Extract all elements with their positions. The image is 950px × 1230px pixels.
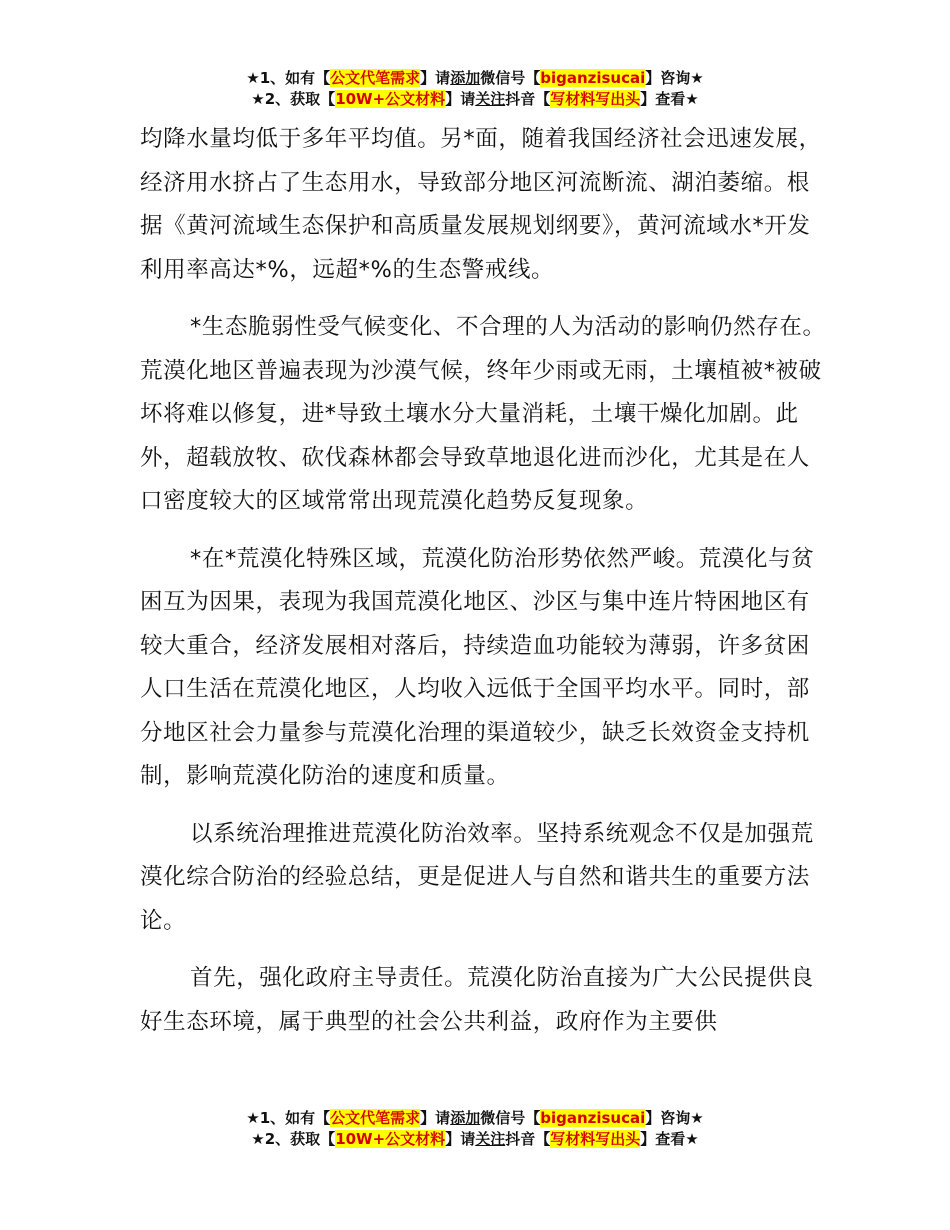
banner-text: 抖音【 [505,90,551,108]
paragraph: *生态脆弱性受气候变化、不合理的人为活动的影响仍然存在。荒漠化地区普遍表现为沙漠气候，终年少雨或无雨，土壤植被*被破坏将难以修复，进*导致土壤水分大量消耗，土壤干燥化加剧。此外，超载放牧、砍伐森林都会导致草地退化进而沙化，尤其是在人口密度较大的区域常常出现荒漠化趋势反复现象。 [140,314,826,514]
highlight-service: 公文代笔需求 [330,69,421,87]
banner-text: ★2、获取【 [251,1130,336,1148]
banner-line-1 [0,68,950,89]
banner-text: 】咨询★ [645,69,704,87]
banner-text: 】请 [420,1109,451,1127]
banner-text: ★1、如有【 [246,1109,331,1127]
banner-text: 微信号【 [480,69,541,87]
banner-text: 】查看★ [640,1130,699,1148]
document-body [140,118,830,1058]
banner-emphasis: 添加 [450,1109,481,1127]
banner-emphasis: 关注 [475,1130,506,1148]
footer-banner [0,1108,950,1150]
banner-line-1 [0,1108,950,1129]
banner-text: ★2、获取【 [251,90,336,108]
banner-text: 】查看★ [640,90,699,108]
banner-emphasis: 添加 [450,69,481,87]
highlight-materials: 10W+公文材料 [335,90,446,108]
banner-line-2 [0,1129,950,1150]
banner-text: 】请 [445,1130,476,1148]
highlight-wechat-id: biganzisucai [540,69,646,87]
banner-text: ★1、如有【 [246,69,331,87]
highlight-materials: 10W+公文材料 [335,1130,446,1148]
paragraph: 均降水量均低于多年平均值。另*面，随着我国经济社会迅速发展，经济用水挤占了生态用水，导致部分地区河流断流、湖泊萎缩。根据《黄河流域生态保护和高质量发展规划纲要》，黄河流域水*开发利用率高达*%，远超*%的生态警戒线。 [140,126,822,283]
highlight-douyin: 写材料写出头 [550,90,641,108]
paragraph: 以系统治理推进荒漠化防治效率。坚持系统观念不仅是加强荒漠化综合防治的经验总结，更是促进人与自然和谐共生的重要方法论。 [140,820,814,934]
highlight-douyin: 写材料写出头 [550,1130,641,1148]
highlight-wechat-id: biganzisucai [540,1109,646,1127]
banner-text: 】请 [445,90,476,108]
banner-emphasis: 关注 [475,90,506,108]
banner-text: 微信号【 [480,1109,541,1127]
banner-text: 】请 [420,69,451,87]
banner-text: 】咨询★ [645,1109,704,1127]
header-banner [0,68,950,110]
highlight-service: 公文代笔需求 [330,1109,421,1127]
banner-text: 抖音【 [505,1130,551,1148]
paragraph: *在*荒漠化特殊区域，荒漠化防治形势依然严峻。荒漠化与贫困互为因果，表现为我国荒漠化地区、沙区与集中连片特困地区有较大重合，经济发展相对落后，持续造血功能较为薄弱，许多贫困人口生活在荒漠化地区，人均收入远低于全国平均水平。同时，部分地区社会力量参与荒漠化治理的渠道较少，缺乏长效资金支持机制，影响荒漠化防治的速度和质量。 [140,545,815,789]
paragraph: 首先，强化政府主导责任。荒漠化防治直接为广大公民提供良好生态环境，属于典型的社会公共利益，政府作为主要供 [140,965,814,1035]
banner-line-2 [0,89,950,110]
